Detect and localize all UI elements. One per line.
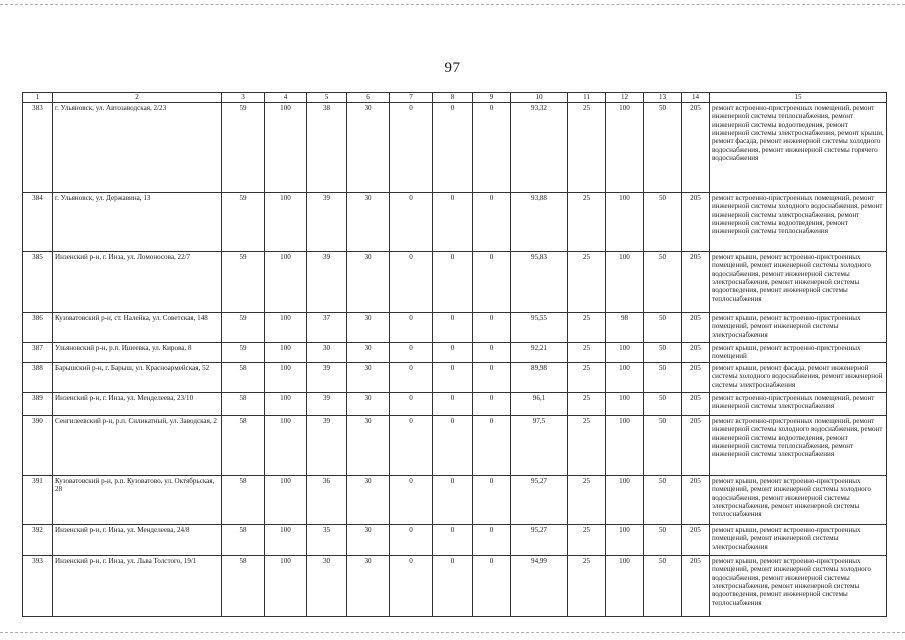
works-list-cell: ремонт крыши, ремонт фасада, ремонт инженерной системы холодного водоснабжения, ремонт инженерной системы электроснабжения (710, 363, 887, 393)
col4-value: 100 (265, 476, 307, 525)
address-cell: Кузоватовский р-н, р.п. Кузоватово, ул. Октябрьская, 28 (53, 476, 222, 525)
col6-value: 30 (347, 363, 390, 393)
col11-value: 25 (568, 525, 606, 556)
scan-edge-top (0, 4, 905, 5)
row-number: 388 (23, 363, 53, 393)
address-cell: Ульяновский р-н, р.п. Ишеевка, ул. Кирова, 8 (53, 343, 222, 363)
address-cell: Инзенский р-н, г. Инза, ул. Льва Толстого, 19/1 (53, 556, 222, 617)
col4-value: 100 (265, 556, 307, 617)
col14-value: 205 (682, 393, 710, 416)
row-number: 390 (23, 416, 53, 476)
col7-value: 0 (390, 313, 433, 343)
col7-value: 0 (390, 343, 433, 363)
col7-value: 0 (390, 416, 433, 476)
col5-value: 39 (307, 363, 347, 393)
page-number: 97 (444, 60, 461, 76)
col4-value: 100 (265, 363, 307, 393)
col14-value: 205 (682, 363, 710, 393)
col13-value: 50 (644, 313, 682, 343)
col11-value: 25 (568, 416, 606, 476)
col5-value: 38 (307, 103, 347, 193)
table-row (23, 343, 887, 363)
col9-value: 0 (473, 313, 511, 343)
col11-value: 25 (568, 313, 606, 343)
col13-value: 50 (644, 556, 682, 617)
address-cell: г. Ульяновск, ул. Державина, 13 (53, 193, 222, 252)
col11-value: 25 (568, 476, 606, 525)
column-header-5: 5 (307, 93, 347, 103)
total-score-cell: 97,5 (511, 416, 568, 476)
address-cell: Инзенский р-н, г. Инза, ул. Менделеева, 24/8 (53, 525, 222, 556)
col3-value: 59 (222, 343, 265, 363)
col9-value: 0 (473, 193, 511, 252)
col4-value: 100 (265, 313, 307, 343)
col4-value: 100 (265, 393, 307, 416)
col11-value: 25 (568, 343, 606, 363)
column-header-14: 14 (682, 93, 710, 103)
col3-value: 59 (222, 313, 265, 343)
column-header-8: 8 (433, 93, 473, 103)
col7-value: 0 (390, 556, 433, 617)
col3-value: 58 (222, 476, 265, 525)
col14-value: 205 (682, 476, 710, 525)
works-list-cell: ремонт крыши, ремонт встроенно-пристроенных помещений, ремонт инженерной системы холодного водоснабжения, ремонт инженерной системы электроснабжения, ремонт инженерной системы водоотведения, ремонт инженерной системы теплоснабжения (710, 252, 887, 313)
column-header-2: 2 (53, 93, 222, 103)
col14-value: 205 (682, 313, 710, 343)
col9-value: 0 (473, 103, 511, 193)
table-row (23, 252, 887, 313)
row-number: 391 (23, 476, 53, 525)
col12-value: 100 (606, 393, 644, 416)
address-cell: Инзенский р-н, г. Инза, ул. Менделеева, 23/10 (53, 393, 222, 416)
col8-value: 0 (433, 193, 473, 252)
col3-value: 59 (222, 103, 265, 193)
row-number: 389 (23, 393, 53, 416)
col12-value: 100 (606, 343, 644, 363)
scan-edge-bottom (0, 632, 905, 633)
total-score-cell: 95,55 (511, 313, 568, 343)
table-row (23, 525, 887, 556)
total-score-cell: 95,27 (511, 476, 568, 525)
table-row (23, 313, 887, 343)
table-row (23, 476, 887, 525)
col13-value: 50 (644, 416, 682, 476)
col7-value: 0 (390, 393, 433, 416)
col11-value: 25 (568, 252, 606, 313)
col12-value: 100 (606, 556, 644, 617)
col14-value: 205 (682, 525, 710, 556)
column-header-4: 4 (265, 93, 307, 103)
col12-value: 100 (606, 363, 644, 393)
column-header-10: 10 (511, 93, 568, 103)
row-number: 386 (23, 313, 53, 343)
col4-value: 100 (265, 103, 307, 193)
col5-value: 30 (307, 556, 347, 617)
col5-value: 39 (307, 193, 347, 252)
col6-value: 30 (347, 525, 390, 556)
works-list-cell: ремонт крыши, ремонт встроенно-пристроенных помещений, ремонт инженерной системы электроснабжения (710, 525, 887, 556)
address-cell: Инзенский р-н, г. Инза, ул. Ломоносова, 22/7 (53, 252, 222, 313)
col13-value: 50 (644, 476, 682, 525)
col3-value: 59 (222, 193, 265, 252)
column-header-6: 6 (347, 93, 390, 103)
col7-value: 0 (390, 363, 433, 393)
col14-value: 205 (682, 343, 710, 363)
row-number: 392 (23, 525, 53, 556)
col3-value: 58 (222, 556, 265, 617)
col5-value: 36 (307, 476, 347, 525)
col6-value: 30 (347, 343, 390, 363)
table-header (23, 93, 887, 103)
works-list-cell: ремонт крыши, ремонт встроенно-пристроенных помещений, ремонт инженерной системы холодного водоснабжения, ремонт инженерной системы электроснабжения, ремонт инженерной системы теплоснабжения (710, 476, 887, 525)
col9-value: 0 (473, 476, 511, 525)
works-list-cell: ремонт крыши, ремонт встроенно-пристроенных помещений, ремонт инженерной системы электроснабжения (710, 313, 887, 343)
col4-value: 100 (265, 252, 307, 313)
col9-value: 0 (473, 393, 511, 416)
col5-value: 39 (307, 393, 347, 416)
col7-value: 0 (390, 193, 433, 252)
row-number: 384 (23, 193, 53, 252)
col4-value: 100 (265, 416, 307, 476)
col13-value: 50 (644, 393, 682, 416)
col6-value: 30 (347, 416, 390, 476)
col11-value: 25 (568, 393, 606, 416)
col7-value: 0 (390, 103, 433, 193)
total-score-cell: 94,99 (511, 556, 568, 617)
col5-value: 39 (307, 416, 347, 476)
col14-value: 205 (682, 193, 710, 252)
col8-value: 0 (433, 556, 473, 617)
works-list-cell: ремонт встроенно-пристроенных помещений, ремонт инженерной системы холодного водоснабжения, ремонт инженерной системы электроснабжения, ремонт инженерной системы водоотведения, ремонт инженерной системы теплоснабжения (710, 193, 887, 252)
col14-value: 205 (682, 103, 710, 193)
table-body (23, 103, 887, 617)
col12-value: 100 (606, 103, 644, 193)
col11-value: 25 (568, 103, 606, 193)
col3-value: 59 (222, 252, 265, 313)
total-score-cell: 95,83 (511, 252, 568, 313)
col3-value: 58 (222, 393, 265, 416)
col14-value: 205 (682, 556, 710, 617)
col13-value: 50 (644, 525, 682, 556)
col3-value: 58 (222, 525, 265, 556)
table-row (23, 393, 887, 416)
col7-value: 0 (390, 252, 433, 313)
table-row (23, 193, 887, 252)
col12-value: 98 (606, 313, 644, 343)
row-number: 393 (23, 556, 53, 617)
col13-value: 50 (644, 363, 682, 393)
col8-value: 0 (433, 525, 473, 556)
col4-value: 100 (265, 525, 307, 556)
total-score-cell: 89,98 (511, 363, 568, 393)
col8-value: 0 (433, 252, 473, 313)
col3-value: 58 (222, 416, 265, 476)
address-cell: Барышский р-н, г. Барыш, ул. Красноармейская, 52 (53, 363, 222, 393)
col3-value: 58 (222, 363, 265, 393)
col11-value: 25 (568, 363, 606, 393)
col13-value: 50 (644, 193, 682, 252)
total-score-cell: 96,1 (511, 393, 568, 416)
col8-value: 0 (433, 103, 473, 193)
col13-value: 50 (644, 103, 682, 193)
address-cell: г. Ульяновск, ул. Автозаводская, 2/23 (53, 103, 222, 193)
col9-value: 0 (473, 343, 511, 363)
col8-value: 0 (433, 476, 473, 525)
col9-value: 0 (473, 416, 511, 476)
col12-value: 100 (606, 252, 644, 313)
col6-value: 30 (347, 556, 390, 617)
col6-value: 30 (347, 476, 390, 525)
col12-value: 100 (606, 525, 644, 556)
col7-value: 0 (390, 476, 433, 525)
col8-value: 0 (433, 313, 473, 343)
col14-value: 205 (682, 416, 710, 476)
table-row (23, 556, 887, 617)
row-number: 387 (23, 343, 53, 363)
col13-value: 50 (644, 252, 682, 313)
col8-value: 0 (433, 343, 473, 363)
column-header-13: 13 (644, 93, 682, 103)
total-score-cell: 93,88 (511, 193, 568, 252)
col8-value: 0 (433, 393, 473, 416)
col13-value: 50 (644, 343, 682, 363)
col6-value: 30 (347, 103, 390, 193)
column-header-12: 12 (606, 93, 644, 103)
col12-value: 100 (606, 476, 644, 525)
works-list-cell: ремонт встроенно-пристроенных помещений, ремонт инженерной системы электроснабжения (710, 393, 887, 416)
col6-value: 30 (347, 393, 390, 416)
col8-value: 0 (433, 363, 473, 393)
table-row (23, 103, 887, 193)
col5-value: 39 (307, 252, 347, 313)
col6-value: 30 (347, 193, 390, 252)
col14-value: 205 (682, 252, 710, 313)
total-score-cell: 92,21 (511, 343, 568, 363)
col8-value: 0 (433, 416, 473, 476)
column-number-row (23, 93, 887, 103)
col6-value: 30 (347, 252, 390, 313)
column-header-15: 15 (710, 93, 887, 103)
col9-value: 0 (473, 363, 511, 393)
col9-value: 0 (473, 556, 511, 617)
col5-value: 30 (307, 343, 347, 363)
col9-value: 0 (473, 252, 511, 313)
col6-value: 30 (347, 313, 390, 343)
works-list-cell: ремонт встроенно-пристроенных помещений, ремонт инженерной системы теплоснабжения, ремонт инженерной системы водоотведения, ремонт инженерной системы электроснабжения, ремонт крыши, ремонт фасада, ремонт инженерной системы холодного водоснабжения, ремонт инженерной системы горячего водоснабжения (710, 103, 887, 193)
table-row (23, 416, 887, 476)
address-cell: Кузоватовский р-н, ст. Налейка, ул. Советская, 148 (53, 313, 222, 343)
col11-value: 25 (568, 193, 606, 252)
column-header-3: 3 (222, 93, 265, 103)
column-header-11: 11 (568, 93, 606, 103)
column-header-7: 7 (390, 93, 433, 103)
row-number: 385 (23, 252, 53, 313)
col4-value: 100 (265, 343, 307, 363)
address-cell: Сенгилеевский р-н, р.п. Силикатный, ул. Заводская, 2 (53, 416, 222, 476)
total-score-cell: 95,27 (511, 525, 568, 556)
col12-value: 100 (606, 416, 644, 476)
works-list-cell: ремонт крыши, ремонт встроенно-пристроенных помещений, ремонт инженерной системы холодного водоснабжения, ремонт инженерной системы электроснабжения, ремонт инженерной системы водоотведения, ремонт инженерной системы теплоснабжения (710, 556, 887, 617)
col5-value: 35 (307, 525, 347, 556)
total-score-cell: 93,32 (511, 103, 568, 193)
table-row (23, 363, 887, 393)
col5-value: 37 (307, 313, 347, 343)
col9-value: 0 (473, 525, 511, 556)
col4-value: 100 (265, 193, 307, 252)
col11-value: 25 (568, 556, 606, 617)
works-list-cell: ремонт встроенно-пристроенных помещений, ремонт инженерной системы холодного водоснабжения, ремонт инженерной системы водоотведения, ремонт инженерной системы теплоснабжения, ремонт инженерной системы электроснабжения (710, 416, 887, 476)
works-list-cell: ремонт крыши, ремонт встроенно-пристроенных помещений (710, 343, 887, 363)
col7-value: 0 (390, 525, 433, 556)
col12-value: 100 (606, 193, 644, 252)
row-number: 383 (23, 103, 53, 193)
column-header-9: 9 (473, 93, 511, 103)
repair-program-table (22, 92, 887, 617)
column-header-1: 1 (23, 93, 53, 103)
